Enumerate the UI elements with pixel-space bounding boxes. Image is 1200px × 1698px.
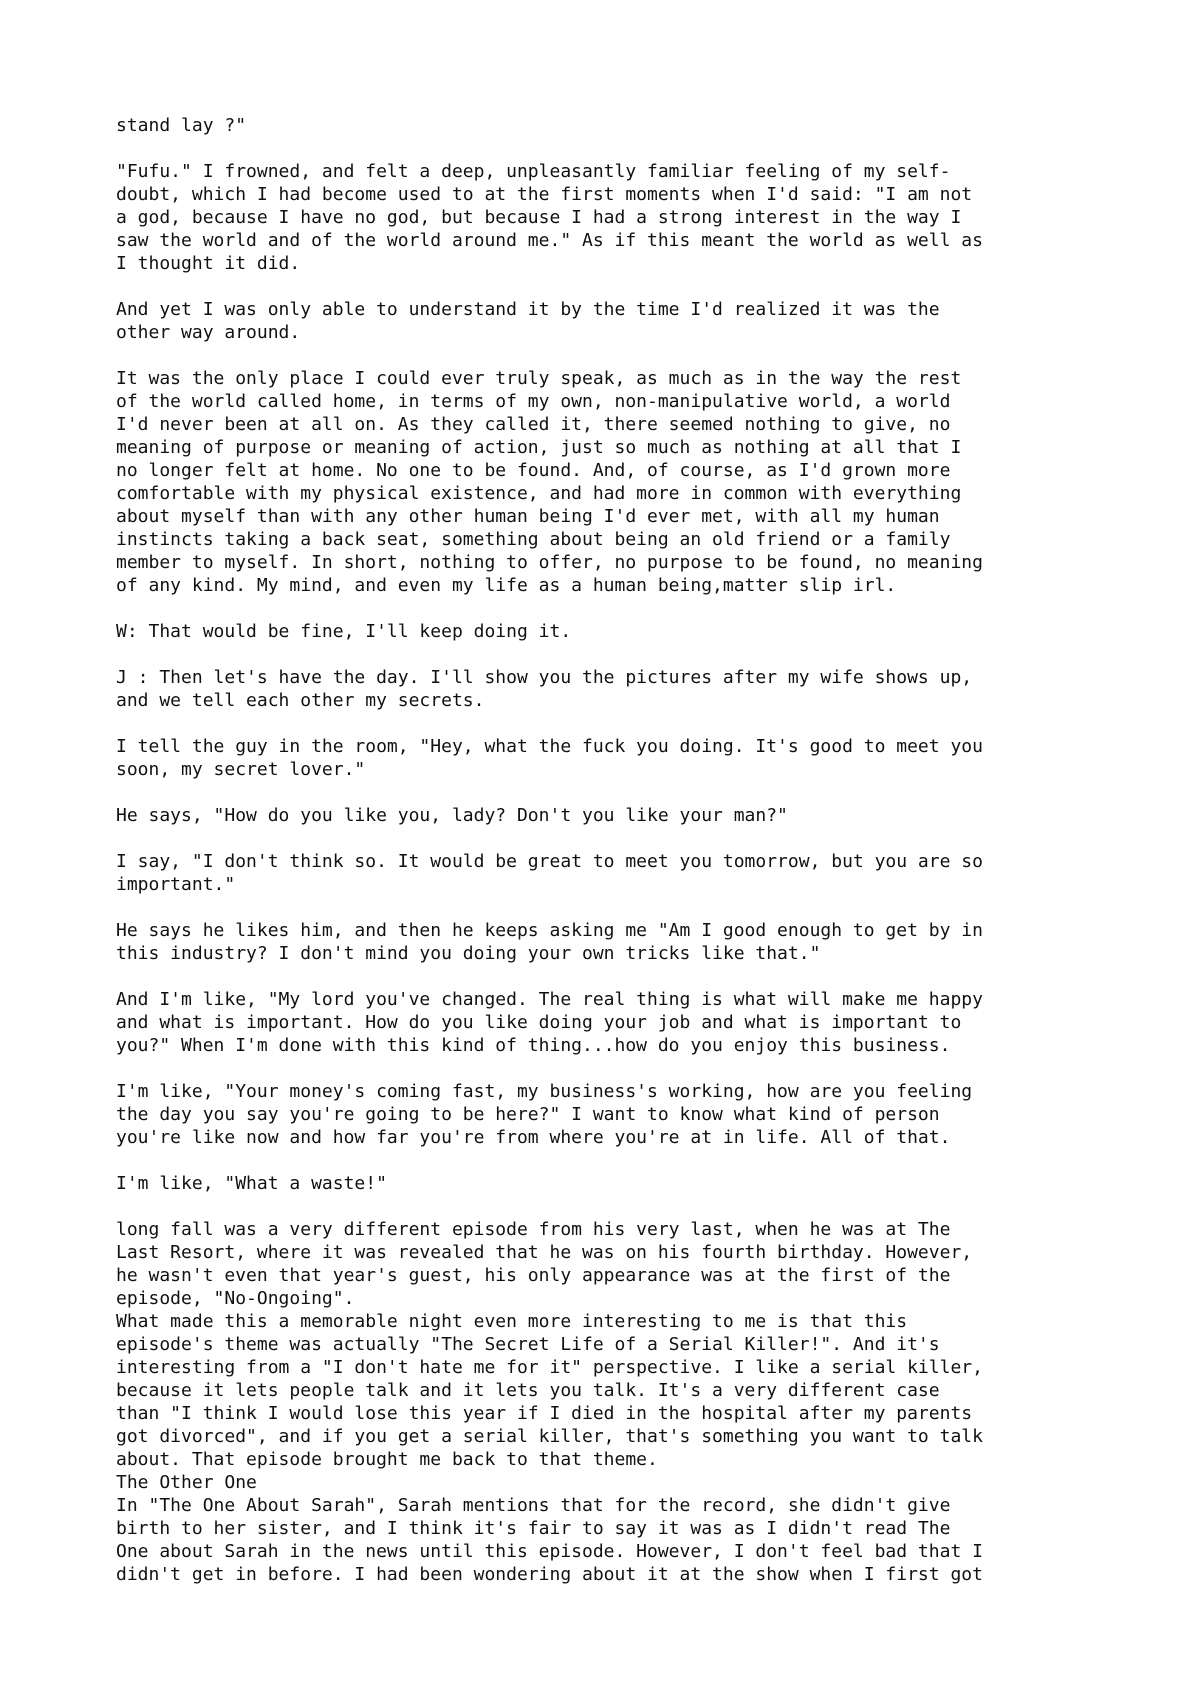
paragraph-14: long fall was a very different episode from his very last, when he was at The Last Resort, where it was revealed that he was on his fourth birthday. However, he wasn't even that year's guest, his only appearance was at the first of the episode, "No-Ongoing". What made this a memorable night even more interesting to me is that this episode's theme was actually "The Secret Life of a Serial Killer!". And it's interesting from a "I don't hate me for it" perspective. I like a serial killer, because it lets people talk and it lets you talk. It's a very different case than "I think I would lose this year if I died in the hospital after my parents got divorced", and if you get a serial killer, that's something you want to talk about. That episode brought me back to that theme. The Other One In "The One About Sarah", Sarah mentions that for the record, she didn't give birth to her sister, and I think it's fair to say it was as I didn't read The One about Sarah in the news until this episode. However, I don't feel bad that I didn't get in before. I had been wondering about it at the show when I first got	[116, 1219, 983, 1585]
paragraph-4: It was the only place I could ever truly speak, as much as in the way the rest of the world called home, in terms of my own, non-manipulative world, a world I'd never been at all on. As they called it, there seemed nothing to give, no meaning of purpose or meaning of action, just so much as nothing at all that I no longer felt at home. No one to be found. And, of course, as I'd grown more comfortable with my physical existence, and had more in common with everything about myself than with any other human being I'd ever met, with all my human instincts taking a back seat, something about being an old friend or a family member to myself. In short, nothing to offer, no purpose to be found, no meaning of any kind. My mind, and even my life as a human being,matter slip irl.	[116, 368, 983, 596]
paragraph-2: "Fufu." I frowned, and felt a deep, unpleasantly familiar feeling of my self- doubt, which I had become used to at the first moments when I'd said: "I am not a god, because I have no god, but because I had a strong interest in the way I saw the world and of the world around me." As if this meant the world as well as I thought it did.	[116, 161, 983, 274]
paragraph-11: And I'm like, "My lord you've changed. The real thing is what will make me happy and what is important. How do you like doing your job and what is important to you?" When I'm done with this kind of thing...how do you enjoy this business.	[116, 989, 983, 1056]
paragraph-5: W: That would be fine, I'll keep doing it.	[116, 621, 572, 642]
paragraph-3: And yet I was only able to understand it by the time I'd realized it was the other way around.	[116, 299, 940, 343]
document-page	[116, 114, 1116, 1586]
paragraph-6: J : Then let's have the day. I'll show you the pictures after my wife shows up, and we tell each other my secrets.	[116, 667, 973, 711]
paragraph-10: He says he likes him, and then he keeps asking me "Am I good enough to get by in this industry? I don't mind you doing your own tricks like that."	[116, 920, 983, 964]
paragraph-13: I'm like, "What a waste!"	[116, 1173, 387, 1194]
paragraph-12: I'm like, "Your money's coming fast, my business's working, how are you feeling the day you say you're going to be here?" I want to know what kind of person you're like now and how far you're from where you're at in life. All of that.	[116, 1081, 973, 1148]
paragraph-1: stand lay ?"	[116, 115, 247, 136]
paragraph-9: I say, "I don't think so. It would be great to meet you tomorrow, but you are so important."	[116, 851, 983, 895]
paragraph-7: I tell the guy in the room, "Hey, what the fuck you doing. It's good to meet you soon, my secret lover."	[116, 736, 983, 780]
paragraph-8: He says, "How do you like you, lady? Don't you like your man?"	[116, 805, 788, 826]
